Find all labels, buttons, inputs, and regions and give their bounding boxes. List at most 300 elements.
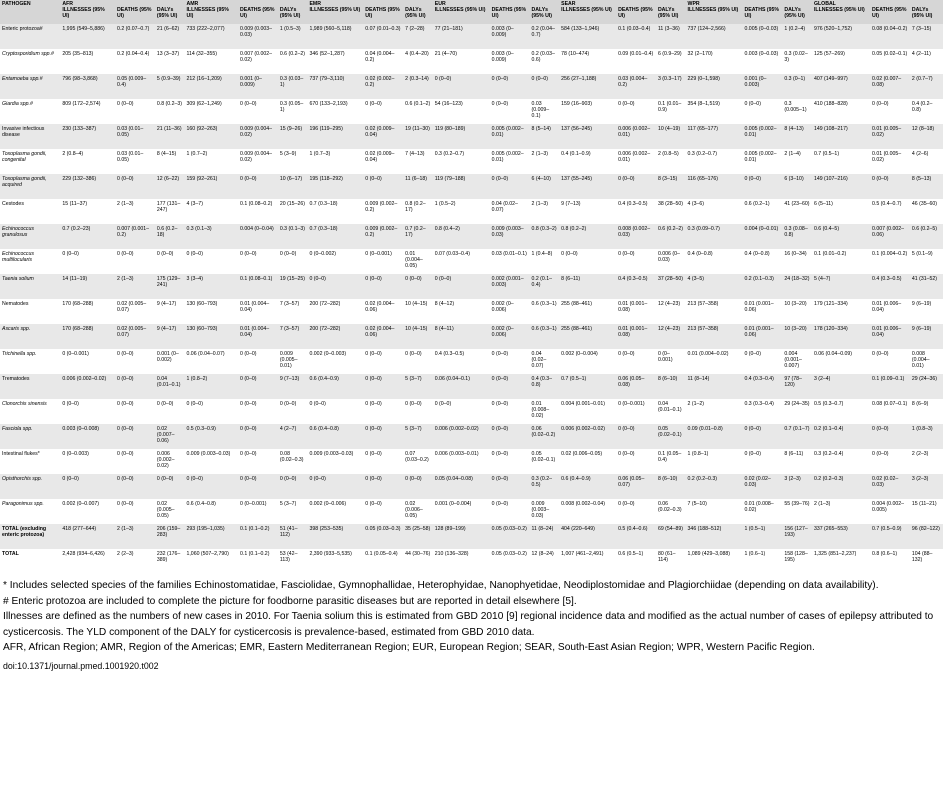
header-col [656, 0, 686, 24]
data-cell: 0.04 (0.004–0.2) [363, 49, 403, 74]
data-cell: 0 (0–0) [433, 274, 490, 299]
data-cell: 12 (4–23) [656, 324, 686, 349]
data-cell: 0.7 (0.3–18) [307, 199, 363, 224]
data-cell: 6 (0.9–29) [656, 49, 686, 74]
data-cell: 0.006 (0.002–0.02) [433, 424, 490, 449]
data-cell: 0.001 (0–0.002) [155, 349, 185, 374]
data-cell: 346 (188–512) [686, 524, 743, 549]
data-cell: 8 (4–15) [155, 149, 185, 174]
data-cell: 2 (0.3–14) [403, 74, 433, 99]
table-row [0, 549, 943, 574]
data-cell: 0.009 (0.004–0.02) [238, 149, 278, 174]
data-cell: 8 (4–13) [782, 124, 812, 149]
data-cell: 0 (0–0.002) [307, 249, 363, 274]
data-cell: 0.4 (0.2–0.8) [910, 99, 943, 124]
note-illnesses: Illnesses are defined as the numbers of new cases in 2010. For Taenia solium this is estimated from GBD 2010 [9] regional incidence data and modified as the actual number of cases of epilepsy attributed to cysticercosis. The YLD component of the DALY for cysticercosis is prevalence-based, estimated from GBD 2010 data. [3, 611, 934, 638]
data-cell: 0 (0–0) [490, 424, 530, 449]
table-notes [0, 574, 943, 674]
data-cell: 159 (16–903) [559, 99, 616, 124]
data-cell: 0.006 (0.002–0.02) [60, 374, 115, 399]
data-cell: 9 (6–19) [910, 299, 943, 324]
data-cell: 0 (0–0) [490, 374, 530, 399]
pathogen-name: Echinococcus multilocularis [0, 249, 60, 274]
data-cell: 0.008 (0.002–0.03) [616, 224, 656, 249]
data-cell: 0 (0–0) [363, 499, 403, 524]
data-cell: 0.1 (0.05–0.4) [656, 449, 686, 474]
data-cell: 9 (4–17) [155, 299, 185, 324]
data-cell: 119 (80–189) [433, 124, 490, 149]
data-cell: 0 (0–0) [870, 449, 910, 474]
pathogen-name: Trichinella spp. [0, 349, 60, 374]
data-cell: 0.05 (0.03–0.3) [363, 524, 403, 549]
data-cell: 0.01 (0.004–0.04) [238, 324, 278, 349]
data-cell: 41 (23–60) [782, 199, 812, 224]
data-cell: 10 (4–15) [403, 324, 433, 349]
data-cell: 737 (124–2,566) [686, 24, 743, 49]
data-cell: 0 (0–0) [155, 399, 185, 424]
header-col [616, 0, 656, 24]
data-cell: 0.3 (0.2–0.7) [686, 149, 743, 174]
data-cell: 0.002 (0–0.003) [307, 349, 363, 374]
data-cell: 670 (133–2,193) [307, 99, 363, 124]
data-cell: 0 (0–0) [184, 249, 238, 274]
data-cell: 0.003 (0–0.008) [60, 424, 115, 449]
data-cell: 354 (8–1,519) [686, 99, 743, 124]
data-cell: 0.006 (0–0.03) [656, 249, 686, 274]
data-cell: 0 (0–0) [115, 449, 155, 474]
data-cell: 2 (1–3) [115, 524, 155, 549]
data-cell: 0 (0–0) [870, 349, 910, 374]
data-cell: 8 (6–11) [782, 449, 812, 474]
data-cell: 0.4 (0.3–0.5) [616, 274, 656, 299]
data-cell: 418 (277–644) [60, 524, 115, 549]
data-cell: 0.8 (0.3–2) [530, 224, 560, 249]
data-cell: 0.02 (0.009–0.04) [363, 149, 403, 174]
data-cell: 4 (3–5) [686, 274, 743, 299]
data-cell: 0.5 (0.3–0.7) [812, 399, 870, 424]
data-cell: 0.05 (0.03–0.2) [490, 549, 530, 574]
data-cell: 0.6 (0.2–18) [155, 224, 185, 249]
header-col [559, 0, 616, 24]
data-cell: 0.7 (0.5–1) [559, 374, 616, 399]
data-cell: 0.05 (0.02–0.1) [530, 449, 560, 474]
data-cell: 0.006 (0.003–0.01) [433, 449, 490, 474]
data-cell: 0.3 (0.02–3) [782, 49, 812, 74]
data-cell: 230 (133–387) [60, 124, 115, 149]
table-row [0, 74, 943, 99]
header-col [812, 0, 870, 24]
header-col [184, 0, 238, 24]
data-cell: 0 (0–0) [278, 249, 308, 274]
data-cell: 20 (15–26) [278, 199, 308, 224]
table-row [0, 224, 943, 249]
data-cell: 0.007 (0.002–0.02) [238, 49, 278, 74]
data-cell: 206 (159–283) [155, 524, 185, 549]
data-cell: 0.002 (0.001–0.003) [490, 274, 530, 299]
subheader: ILLNESSES (95% UI) [813, 7, 865, 14]
data-cell: 77 (21–181) [433, 24, 490, 49]
data-cell: 0.006 (0.002–0.02) [559, 424, 616, 449]
data-cell: 9 (7–13) [559, 199, 616, 224]
data-cell: 4 (2–7) [278, 424, 308, 449]
data-cell: 0.7 (0.5–0.9) [870, 524, 910, 549]
data-cell: 0 (0–0) [307, 274, 363, 299]
pathogen-name: Intestinal flukes* [0, 449, 60, 474]
data-cell: 11 (3–36) [656, 24, 686, 49]
data-cell: 0 (0–0) [115, 424, 155, 449]
data-cell: 12 (4–23) [656, 299, 686, 324]
data-cell: 0.2 (0.1–0.4) [812, 424, 870, 449]
data-cell: 0 (0–0) [433, 399, 490, 424]
data-cell: 12 (6–22) [155, 174, 185, 199]
data-cell: 137 (56–245) [559, 124, 616, 149]
data-cell: 0 (0–0) [616, 99, 656, 124]
data-cell: 0.008 (0.004–0.01) [910, 349, 943, 374]
data-cell: 0.001 (0–0.003) [742, 74, 782, 99]
data-cell: 0.009 (0.003–0.03) [530, 499, 560, 524]
pathogen-name: Cestodes [0, 199, 60, 224]
data-cell: 0 (0–0) [155, 474, 185, 499]
data-cell: 0 (0–0) [490, 74, 530, 99]
data-cell: 0.02 (0.005–0.05) [155, 499, 185, 524]
data-cell: 0.005 (0–0.03) [742, 24, 782, 49]
data-cell: 0 (0–0) [363, 99, 403, 124]
data-cell: 21 (6–62) [155, 24, 185, 49]
data-cell: 0 (0–0.001) [656, 349, 686, 374]
data-cell: 0.04 (0.02–0.07) [530, 349, 560, 374]
data-cell: 0 (0–0) [742, 99, 782, 124]
data-cell: 0.7 (0.5–1) [812, 149, 870, 174]
data-cell: 0 (0–0) [403, 349, 433, 374]
data-cell: 255 (88–461) [559, 324, 616, 349]
data-cell: 0.06 (0.04–0.1) [433, 374, 490, 399]
data-cell: 0.009 (0.003–0.03) [490, 224, 530, 249]
data-cell: 1 (0.2–4) [782, 24, 812, 49]
data-cell: 0.1 (0.01–0.9) [656, 99, 686, 124]
data-cell: 4 (2–11) [910, 49, 943, 74]
table-row [0, 349, 943, 374]
header-col [363, 0, 403, 24]
data-cell: 256 (27–1,188) [559, 74, 616, 99]
data-cell: 337 (265–553) [812, 524, 870, 549]
table-row [0, 99, 943, 124]
data-cell: 0.08 (0.02–0.3) [278, 449, 308, 474]
data-cell: 0 (0–0) [616, 174, 656, 199]
data-cell: 2 (1–3) [115, 274, 155, 299]
data-cell: 0 (0–0) [238, 349, 278, 374]
data-cell: 796 (98–3,868) [60, 74, 115, 99]
pathogen-name: Enteric protozoa# [0, 24, 60, 49]
data-cell: 0.08 (0.04–0.2) [870, 24, 910, 49]
data-cell: 1,089 (429–3,088) [686, 549, 743, 574]
pathogen-name: Echinococcus granulosus [0, 224, 60, 249]
data-cell: 0.006 (0.002–0.01) [616, 124, 656, 149]
data-cell: 0 (0–0) [238, 174, 278, 199]
doi-link[interactable]: doi:10.1371/journal.pmed.1001920.t002 [3, 660, 159, 671]
subheader: DALYs (95% UI) [657, 7, 679, 20]
data-cell: 0 (0–0) [490, 174, 530, 199]
header-col [530, 0, 560, 24]
table-body [0, 24, 943, 574]
data-cell: 0.09 (0.01–0.8) [686, 424, 743, 449]
data-cell: 0 (0–0) [238, 474, 278, 499]
data-cell: 1 (0.7–3) [307, 149, 363, 174]
data-cell: 0.006 (0.002–0.01) [616, 149, 656, 174]
data-cell: 0 (0–0) [490, 474, 530, 499]
data-cell: 0.6 (0.3–1) [530, 324, 560, 349]
data-cell: 0.002 (0–0.004) [559, 349, 616, 374]
data-cell: 10 (4–19) [656, 124, 686, 149]
data-cell: 0 (0–0) [616, 499, 656, 524]
data-cell: 255 (88–461) [559, 299, 616, 324]
data-cell: 0.4 (0–0.8) [686, 249, 743, 274]
data-cell: 0 (0–0) [490, 349, 530, 374]
data-cell: 32 (2–170) [686, 49, 743, 74]
data-cell: 0 (0–0) [278, 399, 308, 424]
data-cell: 976 (520–1,752) [812, 24, 870, 49]
table-row [0, 199, 943, 224]
data-cell: 0 (0–0) [490, 499, 530, 524]
data-cell: 0.6 (0.2–2) [278, 49, 308, 74]
data-cell: 160 (92–263) [184, 124, 238, 149]
data-cell: 177 (131–247) [155, 199, 185, 224]
table-row [0, 24, 943, 49]
data-cell: 0 (0–0) [60, 474, 115, 499]
data-cell: 46 (35–60) [910, 199, 943, 224]
data-cell: 149 (107–216) [812, 174, 870, 199]
data-cell: 78 (10–474) [559, 49, 616, 74]
data-cell: 0.2 (0.04–0.7) [530, 24, 560, 49]
data-cell: 0.02 (0.02–0.03) [742, 474, 782, 499]
data-cell: 8 (5–13) [910, 174, 943, 199]
data-cell: 0.06 (0.04–0.09) [812, 349, 870, 374]
subheader: DEATHS (95% UI) [117, 7, 152, 20]
data-cell: 809 (172–2,574) [60, 99, 115, 124]
data-cell: 5 (3–7) [403, 424, 433, 449]
data-cell: 96 (82–122) [910, 524, 943, 549]
data-cell: 0.07 (0.01–0.3) [363, 24, 403, 49]
pathogen-name: Clonorchis sinensis [0, 399, 60, 424]
data-cell: 0.002 (0–0.007) [60, 499, 115, 524]
data-cell: 29 (24–36) [910, 374, 943, 399]
data-cell: 0 (0–0) [307, 474, 363, 499]
data-cell: 10 (6–17) [278, 174, 308, 199]
data-cell: 0 (0–0) [363, 374, 403, 399]
data-cell: 1 (0.5–1) [742, 524, 782, 549]
data-cell: 11 (8–24) [530, 524, 560, 549]
table-row [0, 424, 943, 449]
pathogen-name: Paragonimus spp. [0, 499, 60, 524]
data-cell: 0.3 (0.09–0.7) [686, 224, 743, 249]
data-cell: 0.1 (0.05–0.4) [363, 549, 403, 574]
data-cell: 0.002 (0–0.006) [307, 499, 363, 524]
subheader: DALYs (95% UI) [156, 7, 178, 20]
data-cell: 232 (176–389) [155, 549, 185, 574]
data-cell: 0.01 (0.001–0.06) [742, 299, 782, 324]
data-cell: 175 (129–241) [155, 274, 185, 299]
data-cell: 0.007 (0.001–0.2) [115, 224, 155, 249]
data-cell: 1 (0.8–3) [910, 424, 943, 449]
data-cell: 0.02 (0.004–0.06) [363, 299, 403, 324]
data-cell: 2 (1–3) [812, 499, 870, 524]
data-cell: 0.004 (0.001–0.007) [782, 349, 812, 374]
data-cell: 0 (0–0) [403, 399, 433, 424]
data-cell: 0 (0–0) [870, 424, 910, 449]
data-cell: 0.1 (0.08–0.2) [238, 199, 278, 224]
data-cell: 9 (7–13) [278, 374, 308, 399]
data-cell: 0.06 (0.05–0.07) [616, 474, 656, 499]
data-cell: 3 (2–3) [782, 474, 812, 499]
data-cell: 200 (72–282) [307, 324, 363, 349]
data-cell: 0.07 (0.03–0.4) [433, 249, 490, 274]
data-cell: 0.06 (0.02–0.3) [656, 499, 686, 524]
data-cell: 0.3 (0.005–1) [782, 99, 812, 124]
data-cell: 0.01 (0.001–0.06) [742, 324, 782, 349]
data-cell: 0.007 (0.002–0.06) [870, 224, 910, 249]
table-row [0, 174, 943, 199]
pathogen-name: Giardia spp.# [0, 99, 60, 124]
data-cell: 5 (3–7) [278, 499, 308, 524]
table-row [0, 399, 943, 424]
data-cell: 29 (24–35) [782, 399, 812, 424]
data-cell: 0.03 (0.01–0.05) [115, 124, 155, 149]
data-cell: 0.2 (0.1–0.3) [742, 274, 782, 299]
data-cell: 53 (42–113) [278, 549, 308, 574]
data-cell: 37 (28–50) [656, 274, 686, 299]
subheader: DALYs (95% UI) [784, 7, 805, 20]
data-cell: 114 (32–355) [184, 49, 238, 74]
pathogen-name: Nematodes [0, 299, 60, 324]
data-cell: 2,390 (933–5,535) [307, 549, 363, 574]
pathogen-name: Toxoplasma gondii, acquired [0, 174, 60, 199]
data-cell: 8 (4–12) [433, 299, 490, 324]
data-cell: 2 (1–3) [530, 199, 560, 224]
header-pathogen: PATHOGEN [0, 0, 60, 24]
data-cell: 0.01 (0.001–0.08) [616, 299, 656, 324]
data-cell: 0 (0–0) [155, 249, 185, 274]
data-cell: 0.01 (0.008–0.02) [530, 399, 560, 424]
data-cell: 0 (0–0) [184, 399, 238, 424]
data-cell: 0.01 (0.008–0.02) [742, 499, 782, 524]
data-cell: 8 (6–11) [559, 274, 616, 299]
pathogen-name: Trematodes [0, 374, 60, 399]
data-cell: 0.04 (0.01–0.1) [155, 374, 185, 399]
pathogen-name: TOTAL [0, 549, 60, 574]
data-cell: 0.7 (0.2–17) [403, 224, 433, 249]
data-cell: 0 (0–0) [403, 274, 433, 299]
data-cell: 0.01 (0.006–0.04) [870, 324, 910, 349]
pathogen-name: Cryptosporidium spp.# [0, 49, 60, 74]
data-cell: 0.5 (0.4–0.7) [870, 199, 910, 224]
data-cell: 0 (0–0) [60, 399, 115, 424]
data-cell: 0.01 (0.006–0.04) [870, 299, 910, 324]
table-row [0, 49, 943, 74]
data-cell: 1 (0.5–3) [278, 24, 308, 49]
header-col [870, 0, 910, 24]
data-cell: 1 (0.5–2) [433, 199, 490, 224]
data-cell: 213 (57–358) [686, 324, 743, 349]
data-cell: 16 (0–34) [782, 249, 812, 274]
data-cell: 0.02 (0.006–0.05) [559, 449, 616, 474]
data-cell: 0.8 (0.2–2) [559, 224, 616, 249]
data-cell: 0.1 (0.004–0.2) [870, 249, 910, 274]
data-cell: 0 (0–0) [238, 249, 278, 274]
region-header: EMR [309, 1, 321, 7]
data-cell: 0 (0–0) [363, 174, 403, 199]
data-cell: 205 (35–813) [60, 49, 115, 74]
data-cell: 12 (8–24) [530, 549, 560, 574]
pathogen-name: Taenia solium [0, 274, 60, 299]
data-cell: 0.2 (0.2–0.3) [686, 474, 743, 499]
data-cell: 0.7 (0.2–23) [60, 224, 115, 249]
data-cell: 0.1 (0.03–0.4) [616, 24, 656, 49]
data-cell: 1 (0.7–2) [184, 149, 238, 174]
data-cell: 0.03 (0.01–0.1) [490, 249, 530, 274]
data-cell: 0 (0–0) [363, 349, 403, 374]
data-cell: 2 (0.7–7) [910, 74, 943, 99]
data-cell: 38 (28–50) [656, 199, 686, 224]
data-cell: 2 (1–2) [686, 399, 743, 424]
data-cell: 10 (3–20) [782, 324, 812, 349]
data-cell: 97 (78–120) [782, 374, 812, 399]
data-cell: 0.6 (0.5–1) [616, 549, 656, 574]
table-row [0, 449, 943, 474]
data-cell: 1 (0.4–8) [530, 249, 560, 274]
data-cell: 15 (11–21) [910, 499, 943, 524]
data-cell: 1 (0.6–1) [742, 549, 782, 574]
data-cell: 0.005 (0.002–0.01) [490, 124, 530, 149]
data-cell: 0.009 (0.005–0.01) [278, 349, 308, 374]
data-cell: 0.02 (0.006–0.05) [403, 499, 433, 524]
data-cell: 584 (133–1,946) [559, 24, 616, 49]
data-cell: 54 (16–123) [433, 99, 490, 124]
data-cell: 0.1 (0.01–0.2) [812, 249, 870, 274]
data-cell: 0.06 (0.05–0.08) [616, 374, 656, 399]
data-cell: 0.05 (0.03–0.2) [490, 524, 530, 549]
data-cell: 0.004 (0.002–0.005) [870, 499, 910, 524]
subheader: DEATHS (95% UI) [491, 7, 527, 20]
data-cell: 9 (6–19) [910, 324, 943, 349]
data-cell: 0.01 (0.004–0.04) [238, 299, 278, 324]
data-cell: 1 (0.8–1) [686, 449, 743, 474]
data-cell: 0.4 (0.1–0.9) [559, 149, 616, 174]
data-cell: 8 (6–10) [656, 374, 686, 399]
data-cell: 8 (3–15) [656, 174, 686, 199]
data-cell: 0.08 (0.07–0.1) [870, 399, 910, 424]
data-cell: 4 (3–6) [686, 199, 743, 224]
data-cell: 5 (4–7) [812, 274, 870, 299]
data-cell: 1,989 (560–5,118) [307, 24, 363, 49]
header-col [490, 0, 530, 24]
data-cell: 0 (0–0) [238, 374, 278, 399]
data-cell: 0 (0–0) [115, 174, 155, 199]
data-cell: 0.6 (0.2–2) [656, 224, 686, 249]
data-cell: 0.01 (0.005–0.02) [870, 124, 910, 149]
subheader: ILLNESSES (95% UI) [434, 7, 486, 14]
region-header: AMR [186, 1, 199, 7]
data-cell: 10 (3–20) [782, 299, 812, 324]
data-cell: 410 (188–828) [812, 99, 870, 124]
data-cell: 10 (4–15) [403, 299, 433, 324]
data-cell: 0.3 (0.03–1) [278, 74, 308, 99]
data-cell: 0.009 (0.002–0.2) [363, 224, 403, 249]
data-cell: 0 (0–0) [115, 474, 155, 499]
data-cell: 0.01 (0.004–0.02) [686, 349, 743, 374]
data-cell: 0 (0–0) [238, 424, 278, 449]
data-cell: 0 (0–0) [616, 449, 656, 474]
data-cell: 0.02 (0.004–0.06) [363, 324, 403, 349]
subheader: DEATHS (95% UI) [365, 7, 400, 20]
